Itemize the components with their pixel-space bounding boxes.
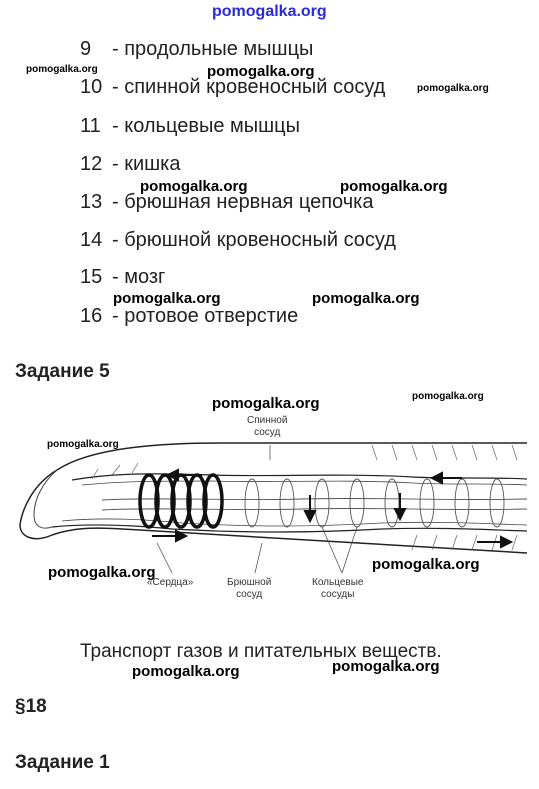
watermark: pomogalka.org [140, 178, 248, 195]
legend-text: - мозг [112, 266, 166, 288]
legend-number: 11 [80, 115, 101, 137]
watermark: pomogalka.org [207, 63, 315, 80]
legend-number: 16 [80, 305, 103, 327]
label-ring-line2: сосуды [321, 589, 355, 600]
legend-text: - брюшной кровеносный сосуд [112, 229, 396, 251]
label-ventral-vessel [227, 577, 271, 601]
label-ring-vessels [312, 577, 363, 601]
legend-item [80, 191, 373, 214]
watermark: pomogalka.org [372, 556, 480, 573]
legend-number: 14 [80, 229, 103, 251]
legend-number: 13 [80, 191, 103, 213]
dorsal-vessel-inner [82, 481, 527, 485]
label-dorsal-vessel [247, 415, 287, 439]
legend-item [80, 115, 300, 138]
dorsal-vessel [72, 474, 527, 480]
arrow-right-icon [501, 537, 511, 547]
watermark: pomogalka.org [212, 3, 327, 20]
watermark: pomogalka.org [48, 564, 156, 581]
label-ventral-line1: Брюшной [227, 577, 272, 588]
label-dorsal-line2: сосуд [254, 427, 281, 438]
legend-text: - продольные мышцы [112, 38, 314, 60]
watermark: pomogalka.org [340, 178, 448, 195]
ring-vessels [245, 479, 504, 527]
earthworm-circulatory-diagram [12, 415, 527, 610]
legend-text: - брюшная нервная цепочка [112, 191, 374, 213]
legend-text: - ротовое отверстие [112, 305, 299, 327]
legend-text: - спинной кровеносный сосуд [112, 76, 386, 98]
watermark: pomogalka.org [332, 658, 440, 675]
gut [102, 498, 527, 500]
legend-item [80, 153, 181, 176]
label-dorsal-line1: Спинной [247, 415, 288, 426]
diagram-caption: Транспорт газов и питательных веществ. [80, 641, 442, 662]
watermark: pomogalka.org [132, 663, 240, 680]
label-ventral-line2: сосуд [236, 589, 263, 600]
watermark: pomogalka.org [212, 395, 320, 412]
task5-heading: Задание 5 [15, 361, 110, 382]
section-heading: §18 [15, 696, 47, 717]
watermark: pomogalka.org [26, 64, 98, 75]
watermark: pomogalka.org [47, 439, 119, 450]
label-ring-line1: Кольцевые [312, 577, 364, 588]
legend-text: - кольцевые мышцы [112, 115, 300, 137]
legend-item [80, 76, 385, 99]
watermark: pomogalka.org [312, 290, 420, 307]
legend-item [80, 38, 313, 61]
label-hearts: «Сердца» [147, 577, 194, 588]
arrow-left-icon [432, 473, 442, 483]
watermark: pomogalka.org [113, 290, 221, 307]
watermark: pomogalka.org [412, 391, 484, 402]
watermark: pomogalka.org [417, 83, 489, 94]
gut-lower [102, 508, 527, 510]
legend-number: 15 [80, 266, 103, 288]
body-outline [20, 443, 527, 553]
legend-number: 12 [80, 153, 103, 175]
arrow-down-icon [395, 509, 405, 519]
task1-heading: Задание 1 [15, 752, 110, 773]
hearts [140, 475, 222, 527]
legend-number: 9 [80, 38, 92, 60]
arrow-down-icon [305, 511, 315, 521]
legend-number: 10 [80, 76, 103, 98]
legend-item [80, 229, 396, 252]
legend-text: - кишка [112, 153, 181, 175]
legend-item [80, 305, 298, 328]
legend-item [80, 266, 165, 289]
